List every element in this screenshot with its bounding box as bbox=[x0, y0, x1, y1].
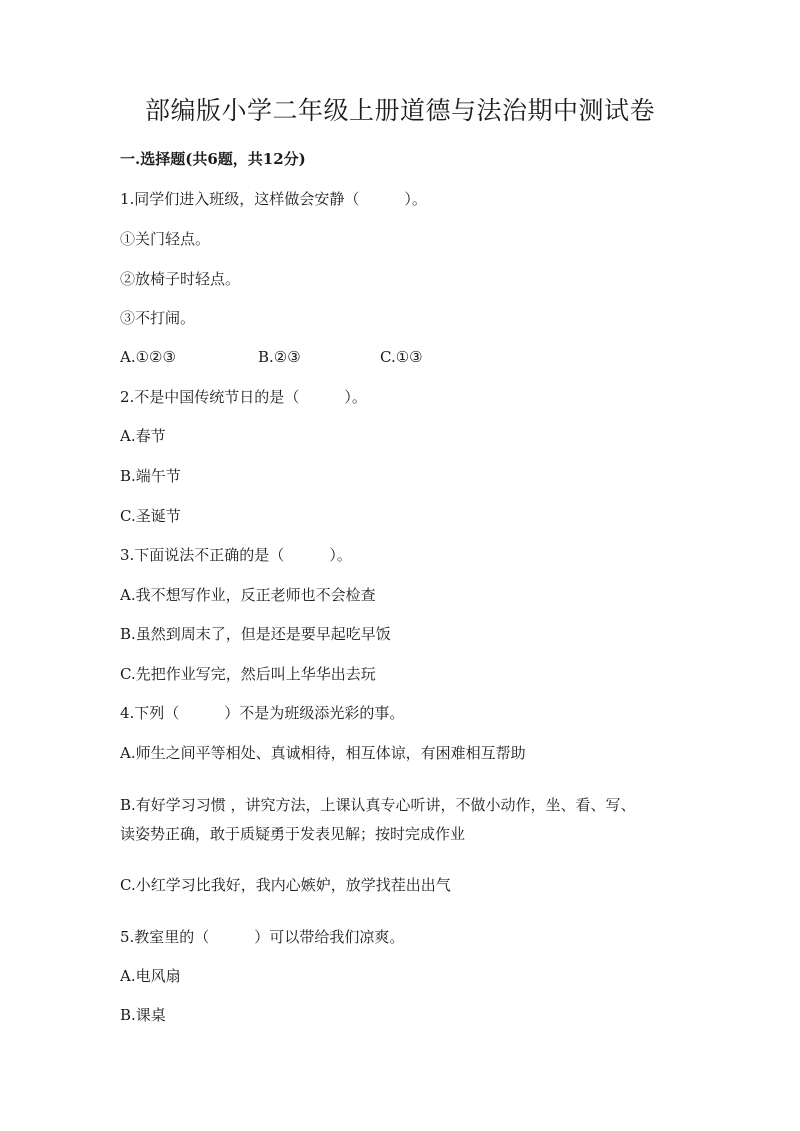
question-3-option-a: A.我不想写作业，反正老师也不会检查 bbox=[120, 586, 376, 604]
question-1-option-c: C.①③ bbox=[380, 348, 423, 366]
question-5-stem: 5.教室里的（ ）可以带给我们凉爽。 bbox=[120, 928, 405, 946]
question-1-option-a: A.①②③ bbox=[120, 348, 176, 366]
question-4-option-b-line-1: B.有好学习习惯 ，讲究方法，上课认真专心听讲，不做小动作，坐、看、写、 bbox=[120, 796, 636, 814]
question-3-option-b: B.虽然到周末了，但是还是要早起吃早饭 bbox=[120, 625, 391, 643]
question-1-item-2: ②放椅子时轻点。 bbox=[120, 270, 241, 288]
question-1-item-3: ③不打闹。 bbox=[120, 309, 196, 327]
exam-title: 部编版小学二年级上册道德与法治期中测试卷 bbox=[144, 96, 655, 125]
question-2-option-c: C.圣诞节 bbox=[120, 507, 181, 525]
question-3-option-c: C.先把作业写完，然后叫上华华出去玩 bbox=[120, 665, 376, 683]
question-2-option-b: B.端午节 bbox=[120, 467, 181, 485]
question-3-stem: 3.下面说法不正确的是（ ）。 bbox=[120, 546, 352, 564]
question-2-stem: 2.不是中国传统节日的是（ ）。 bbox=[120, 388, 367, 406]
section-heading: 一.选择题(共6题，共12分) bbox=[120, 150, 306, 168]
question-1-option-b: B.②③ bbox=[258, 348, 301, 366]
question-2-option-a: A.春节 bbox=[120, 427, 166, 445]
question-1-item-1: ①关门轻点。 bbox=[120, 230, 211, 248]
question-4-option-b-line-2: 读姿势正确，敢于质疑勇于发表见解；按时完成作业 bbox=[120, 825, 466, 843]
question-5-option-b: B.课桌 bbox=[120, 1006, 166, 1024]
question-4-option-a: A.师生之间平等相处、真诚相待，相互体谅，有困难相互帮助 bbox=[120, 744, 526, 762]
question-4-stem: 4.下列（ ）不是为班级添光彩的事。 bbox=[120, 704, 405, 722]
question-4-option-c: C.小红学习比我好，我内心嫉妒，放学找茬出出气 bbox=[120, 876, 451, 894]
question-5-option-a: A.电风扇 bbox=[120, 967, 181, 985]
question-1-stem: 1.同学们进入班级，这样做会安静（ ）。 bbox=[120, 190, 427, 208]
